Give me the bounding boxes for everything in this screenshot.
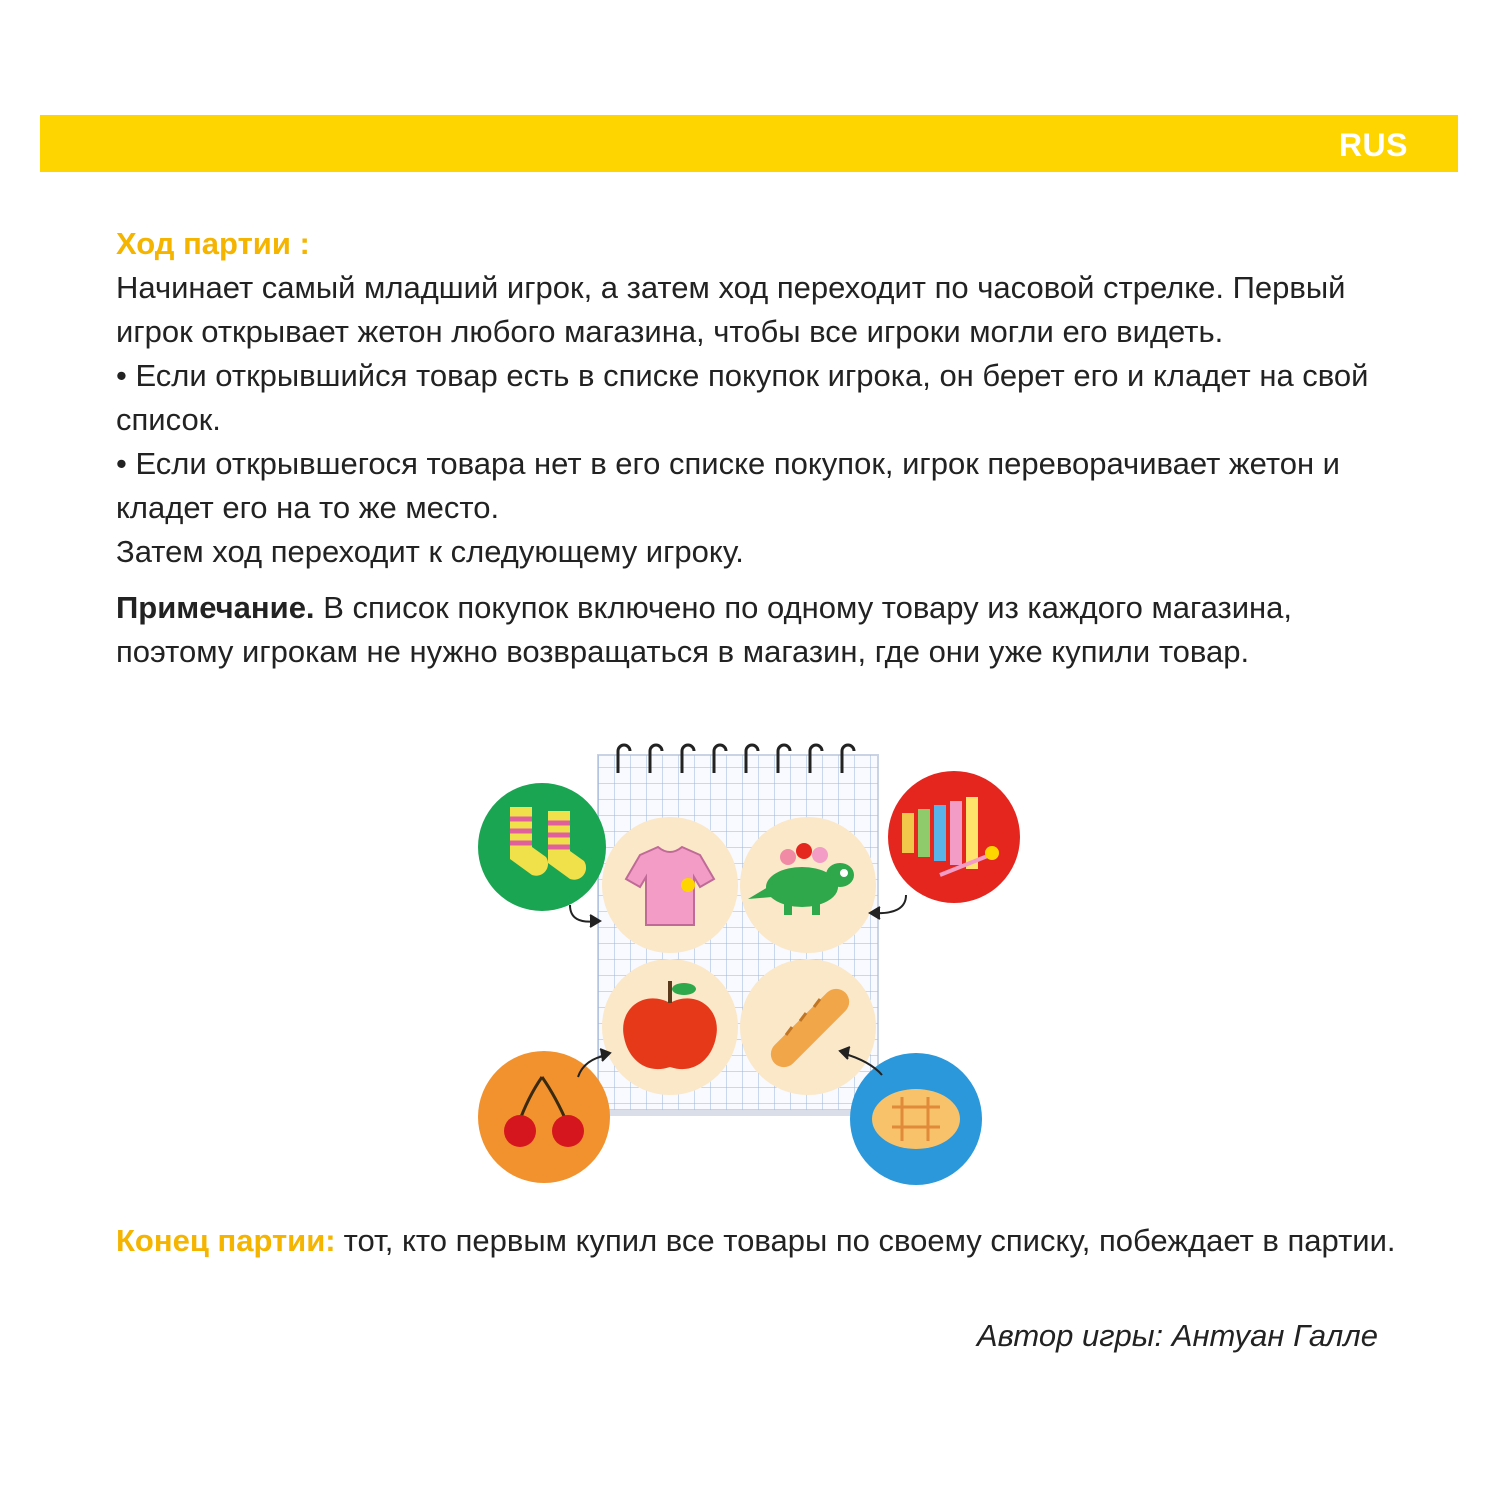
note-paragraph	[116, 586, 1406, 674]
token-xylophone	[888, 771, 1020, 903]
gameplay-next-player: Затем ход переходит к следующему игроку.	[116, 534, 744, 569]
end-game-paragraph	[116, 1218, 1406, 1264]
gameplay-paragraph: Начинает самый младший игрок, а затем ход переходит по часовой стрелке. Первый игрок открывает жетон любого магазина, чтобы все игроки могли его видеть.	[116, 270, 1346, 349]
token-bun	[850, 1053, 982, 1185]
bun-icon	[872, 1089, 960, 1149]
note-label: Примечание.	[116, 590, 315, 625]
list-item-apple	[602, 959, 738, 1095]
list-item-tshirt	[602, 817, 738, 953]
list-item-dinosaur	[740, 817, 876, 953]
language-code: RUS	[1338, 127, 1408, 163]
token-socks	[478, 783, 606, 911]
gameplay-rule-has-item: • Если открывшийся товар есть в списке покупок игрока, он берет его и кладет на свой список.	[116, 358, 1369, 437]
list-item-baguette	[740, 959, 876, 1095]
gameplay-rule-no-item: • Если открывшегося товара нет в его списке покупок, игрок переворачивает жетон и кладет его на то же место.	[116, 446, 1341, 525]
language-bar	[40, 115, 1458, 172]
game-author: Автор игры: Антуан Галле	[976, 1318, 1378, 1353]
shopping-list-illustration	[470, 735, 1030, 1195]
end-game-text: тот, кто первым купил все товары по своему списку, побеждает в партии.	[343, 1223, 1396, 1258]
token-cherries	[478, 1051, 610, 1183]
end-game-heading: Конец партии:	[116, 1223, 336, 1258]
rules-content	[116, 222, 1406, 674]
gameplay-heading: Ход партии :	[116, 226, 310, 261]
note-text: В список покупок включено по одному товару из каждого магазина, поэтому игрокам не нужно возвращаться в магазин, где они уже купили товар.	[116, 590, 1293, 669]
